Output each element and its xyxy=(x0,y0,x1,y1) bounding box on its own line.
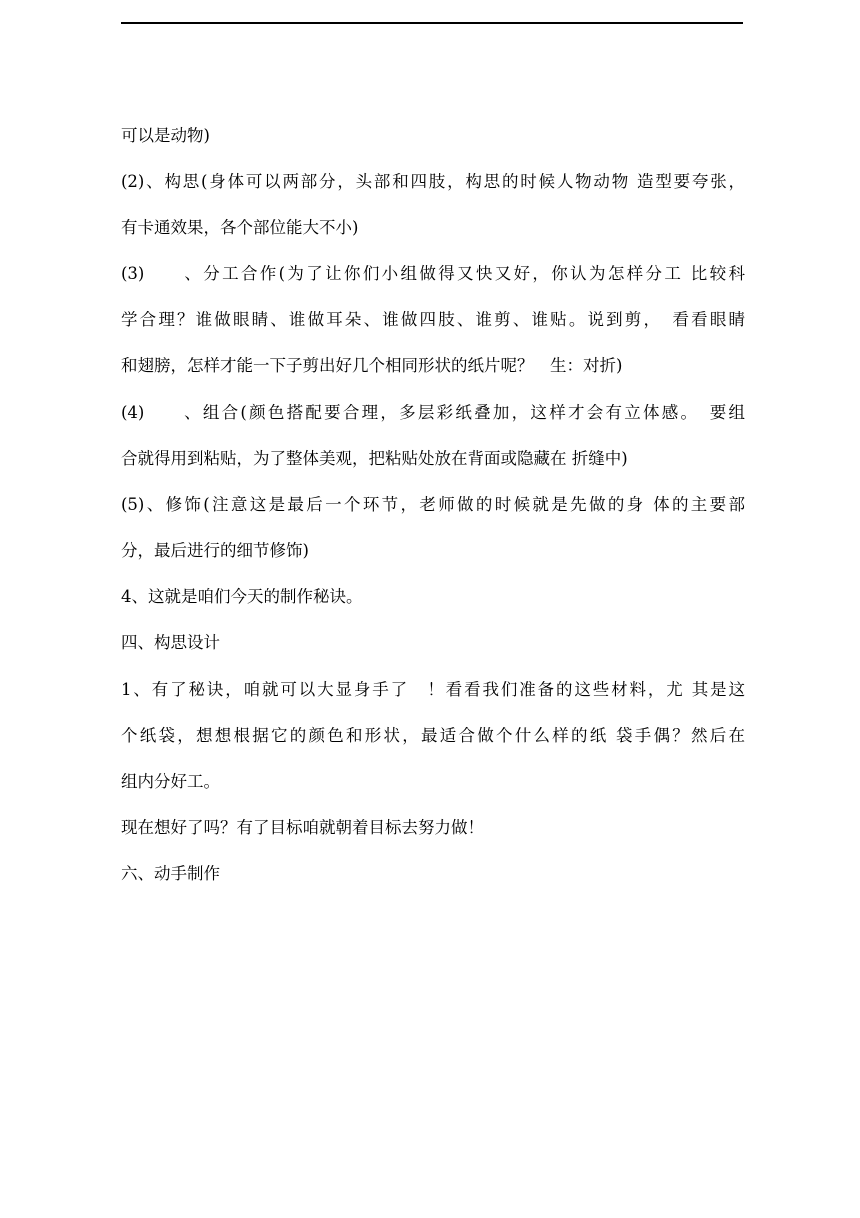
text-line-6: 和翅膀，怎样才能一下子剪出好几个相同形状的纸片呢？ 生：对折) xyxy=(121,356,623,375)
text-line-16: 现在想好了吗？有了目标咱就朝着目标去努力做！ xyxy=(121,818,484,837)
text-line-10: 分，最后进行的细节修饰) xyxy=(121,541,309,560)
header-rule xyxy=(121,22,743,24)
text-line-15: 组内分好工。 xyxy=(121,772,220,791)
text-line-8: 合就得用到粘贴，为了整体美观，把粘贴处放在背面或隐藏在 折缝中) xyxy=(121,449,628,468)
section-heading-making: 六、动手制作 xyxy=(121,864,220,883)
text-line-13: 1、有了秘诀，咱就可以大显身手了 ！看看我们准备的这些材料，尤 其是这 xyxy=(121,680,745,699)
text-line-9: (5)、修饰(注意这是最后一个环节，老师做的时候就是先做的身 体的主要部 xyxy=(121,495,745,514)
text-line-14: 个纸袋，想想根据它的颜色和形状，最适合做个什么样的纸 袋手偶？然后在 xyxy=(121,726,745,745)
text-line-1: 可以是动物) xyxy=(121,126,210,145)
section-heading-design: 四、构思设计 xyxy=(121,633,220,652)
text-line-5: 学合理？谁做眼睛、谁做耳朵、谁做四肢、谁剪、谁贴。说到剪， 看看眼睛 xyxy=(121,310,745,329)
text-line-7: (4) 、组合(颜色搭配要合理，多层彩纸叠加，这样才会有立体感。 要组 xyxy=(121,403,745,422)
text-line-11: 4、这就是咱们今天的制作秘诀。 xyxy=(121,587,363,606)
text-line-3: 有卡通效果，各个部位能大不小) xyxy=(121,218,359,237)
text-line-4: (3) 、分工合作(为了让你们小组做得又快又好，你认为怎样分工 比较科 xyxy=(121,264,745,283)
text-line-2: (2)、构思(身体可以两部分，头部和四肢，构思的时候人物动物 造型要夸张， xyxy=(121,172,745,191)
